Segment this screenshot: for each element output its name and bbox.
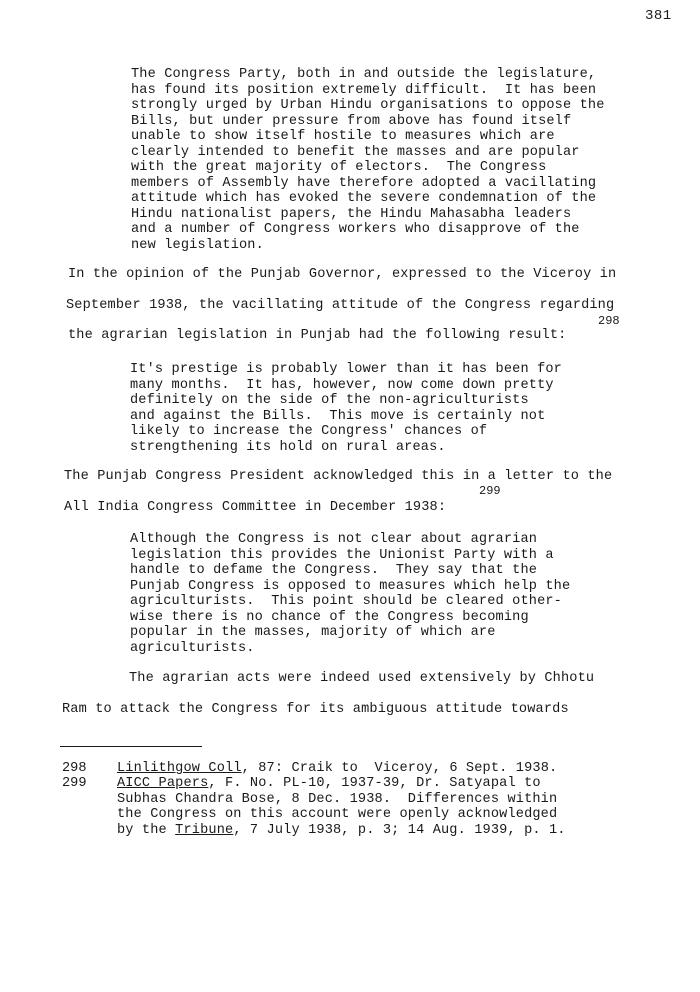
footnote-299 — [117, 776, 566, 838]
quote-line: Punjab Congress is opposed to measures which help the — [130, 578, 571, 594]
quote-line: new legislation. — [131, 237, 264, 253]
quote-line: members of Assembly have therefore adopted a vacillating — [131, 175, 597, 191]
quote-line: unable to show itself hostile to measures which are — [131, 129, 555, 144]
body-line: All India Congress Committee in December 1938: — [64, 500, 447, 515]
footnote-number: 299 — [62, 776, 87, 791]
quote-line: legislation this provides the Unionist Party with a — [130, 547, 554, 563]
page-number: 381 — [645, 8, 672, 24]
block-quote-congress-letter — [130, 532, 570, 656]
body-line: Ram to attack the Congress for its ambiguous attitude towards — [62, 702, 569, 717]
footnote-reference: 298 — [598, 314, 620, 328]
quote-line: strengthening its hold on rural areas. — [130, 439, 446, 455]
footnote-source: Tribune — [175, 822, 234, 838]
quote-line: Bills, but under pressure from above has found itself — [131, 113, 572, 129]
quote-line: many months. It has, however, now come down pretty — [130, 377, 554, 393]
quote-line: Hindu nationalist papers, the Hindu Mahasabha leaders — [131, 206, 572, 222]
footnote-divider — [60, 746, 202, 747]
footnote-text: , 87: Craik to Viceroy, 6 Sept. 1938. — [241, 761, 558, 776]
footnote-number: 298 — [62, 761, 87, 776]
block-quote-governor-report — [131, 67, 605, 253]
quote-line: Although the Congress is not clear about agrarian — [130, 532, 538, 547]
block-quote-prestige — [130, 362, 562, 455]
quote-line: strongly urged by Urban Hindu organisations to oppose the — [131, 98, 605, 113]
quote-line: handle to defame the Congress. They say that the — [130, 563, 538, 578]
quote-line: clearly intended to benefit the masses and are popular — [131, 144, 580, 160]
quote-line: The Congress Party, both in and outside the legislature, — [131, 67, 597, 82]
quote-line: definitely on the side of the non-agriculturists — [130, 393, 529, 408]
body-line: In the opinion of the Punjab Governor, expressed to the Viceroy in — [68, 267, 617, 282]
quote-line: with the great majority of electors. The Congress — [131, 160, 547, 175]
footnote-text: the Congress on this account were openly acknowledged — [117, 807, 558, 822]
footnote-source: Linlithgow Coll — [117, 761, 242, 776]
footnote-text: , 7 July 1938, p. 3; 14 Aug. 1939, p. 1. — [233, 822, 566, 838]
quote-line: likely to increase the Congress' chances of — [130, 424, 488, 439]
footnote-source: AICC Papers — [117, 776, 209, 791]
quote-line: wise there is no chance of the Congress becoming — [130, 609, 529, 625]
quote-line: and against the Bills. This move is certainly not — [130, 408, 546, 424]
quote-line: popular in the masses, majority of which are — [130, 625, 496, 640]
quote-line: and a number of Congress workers who disapprove of the — [131, 222, 580, 237]
footnote-text: by the — [117, 822, 176, 838]
quote-line: It's prestige is probably lower than it has been for — [130, 362, 562, 377]
footnote-298 — [117, 761, 557, 777]
footnote-text: Subhas Chandra Bose, 8 Dec. 1938. Differences within — [117, 791, 558, 807]
footnote-reference: 299 — [479, 484, 501, 498]
quote-line: attitude which has evoked the severe condemnation of the — [131, 191, 597, 206]
quote-line: agriculturists. — [130, 640, 255, 656]
body-line: September 1938, the vacillating attitude of the Congress regarding — [66, 298, 615, 313]
footnote-text: , F. No. PL-10, 1937-39, Dr. Satyapal to — [208, 776, 541, 791]
quote-line: has found its position extremely difficult. It has been — [131, 82, 597, 98]
body-line: The Punjab Congress President acknowledged this in a letter to the — [64, 469, 613, 484]
body-line: The agrarian acts were indeed used extensively by Chhotu — [129, 671, 595, 686]
body-line: the agrarian legislation in Punjab had the following result: — [68, 328, 567, 343]
quote-line: agriculturists. This point should be cleared other- — [130, 594, 562, 609]
